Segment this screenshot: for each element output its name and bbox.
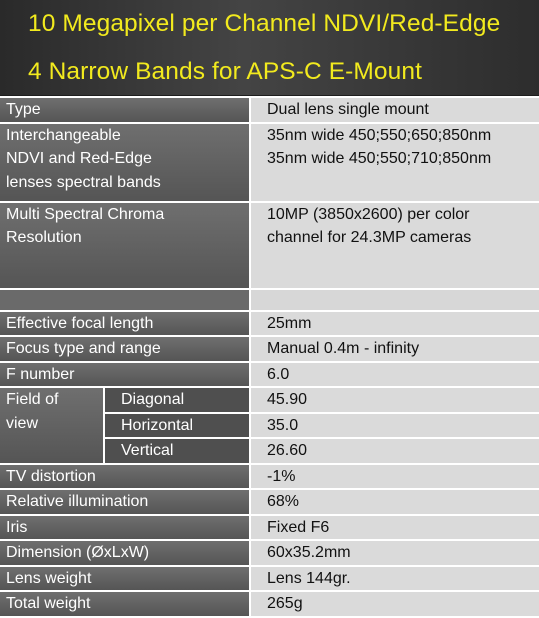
spec-value: 10MP (3850x2600) per color channel for 24.3MP cameras xyxy=(250,202,539,289)
spec-row-lens-weight xyxy=(0,566,539,592)
spec-row-f-number xyxy=(0,362,539,388)
spec-value: Fixed F6 xyxy=(250,515,539,541)
spec-label: Lens weight xyxy=(0,566,250,592)
spec-label: Relative illumination xyxy=(0,489,250,515)
blank-cell xyxy=(0,289,250,311)
spec-label: Field of view xyxy=(0,387,104,464)
spec-value: 35.0 xyxy=(250,413,539,439)
spec-row-dimension xyxy=(0,540,539,566)
spec-value: -1% xyxy=(250,464,539,490)
blank-cell xyxy=(250,289,539,311)
spec-label: TV distortion xyxy=(0,464,250,490)
spec-value: 26.60 xyxy=(250,438,539,464)
title-line-1: 10 Megapixel per Channel NDVI/Red-Edge xyxy=(28,10,501,37)
spec-row-iris xyxy=(0,515,539,541)
spec-value: 68% xyxy=(250,489,539,515)
spec-label: Effective focal length xyxy=(0,311,250,337)
title-banner xyxy=(0,0,539,95)
spec-label: Dimension (ØxLxW) xyxy=(0,540,250,566)
spec-value: 6.0 xyxy=(250,362,539,388)
spec-value: Manual 0.4m - infinity xyxy=(250,336,539,362)
spec-row-chroma xyxy=(0,202,539,289)
spec-sublabel: Vertical xyxy=(104,438,250,464)
spec-label: Interchangeable NDVI and Red-Edge lenses spectral bands xyxy=(0,123,250,202)
spec-value: 25mm xyxy=(250,311,539,337)
spec-row-total-weight xyxy=(0,591,539,617)
spec-label: Iris xyxy=(0,515,250,541)
spec-label: Type xyxy=(0,97,250,123)
spec-row-illumination xyxy=(0,489,539,515)
title-line-2: 4 Narrow Bands for APS-C E-Mount xyxy=(28,58,422,85)
spec-label: F number xyxy=(0,362,250,388)
spec-sublabel: Horizontal xyxy=(104,413,250,439)
spec-row-lenses xyxy=(0,123,539,202)
spec-row-type xyxy=(0,97,539,123)
spec-label: Total weight xyxy=(0,591,250,617)
spec-value: Dual lens single mount xyxy=(250,97,539,123)
spec-row-focus xyxy=(0,336,539,362)
spec-label: Multi Spectral Chroma Resolution xyxy=(0,202,250,289)
spec-label: Focus type and range xyxy=(0,336,250,362)
spec-value: 60x35.2mm xyxy=(250,540,539,566)
spec-table xyxy=(0,96,539,618)
spec-value: 35nm wide 450;550;650;850nm 35nm wide 450;550;710;850nm xyxy=(250,123,539,202)
spec-value: 45.90 xyxy=(250,387,539,413)
spec-sublabel: Diagonal xyxy=(104,387,250,413)
spec-row-fov-diagonal xyxy=(0,387,539,413)
spec-row-focal-length xyxy=(0,311,539,337)
spec-row-tv-distortion xyxy=(0,464,539,490)
spec-value: 265g xyxy=(250,591,539,617)
spec-value: Lens 144gr. xyxy=(250,566,539,592)
spec-row-blank xyxy=(0,289,539,311)
